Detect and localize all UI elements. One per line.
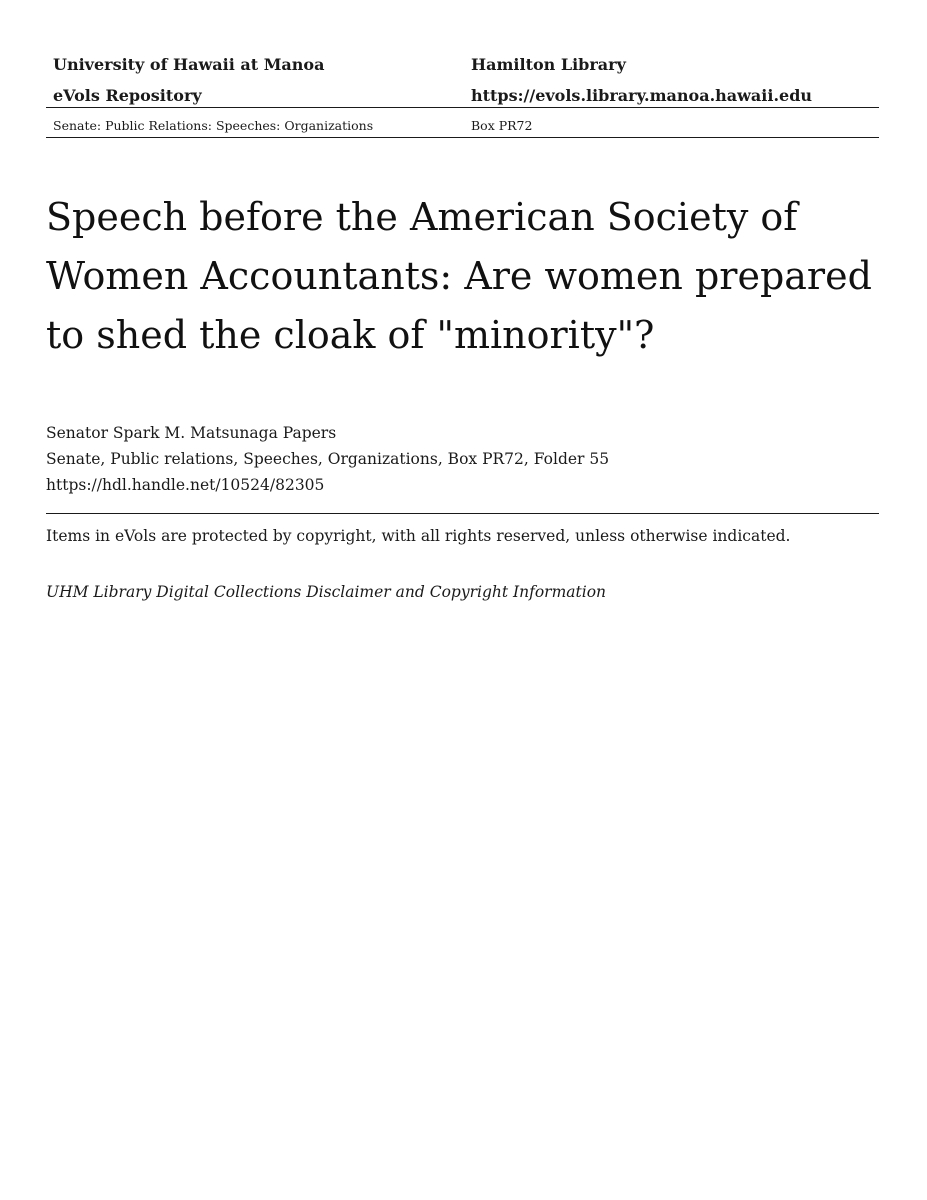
document-metadata [46,420,879,498]
collection-path-row [46,118,879,136]
folder-location: Senate, Public relations, Speeches, Organizations, Box PR72, Folder 55 [46,450,610,468]
box-label: Box PR72 [471,118,533,133]
header [46,52,879,114]
header-divider-top [46,107,879,108]
rights-statement: Items in eVols are protected by copyright, with all rights reserved, unless otherwise indicated. [46,527,791,545]
institution-name: University of Hawaii at Manoa [53,55,325,74]
disclaimer-link[interactable]: UHM Library Digital Collections Disclaimer and Copyright Information [46,583,607,601]
library-name: Hamilton Library [471,55,626,74]
document-title: Speech before the American Society of Women Accountants: Are women prepared to shed the cloak of "minority"? [46,195,872,357]
header-row-2 [46,83,879,114]
metadata-divider [46,513,879,514]
collection-name: Senator Spark M. Matsunaga Papers [46,424,337,442]
repository-name: eVols Repository [53,86,202,105]
collection-path: Senate: Public Relations: Speeches: Organizations [53,118,374,133]
handle-link[interactable]: https://hdl.handle.net/10524/82305 [46,476,325,494]
header-row-1 [46,52,879,83]
repository-url-link[interactable]: https://evols.library.manoa.hawaii.edu [471,86,813,105]
header-divider-bottom [46,137,879,138]
